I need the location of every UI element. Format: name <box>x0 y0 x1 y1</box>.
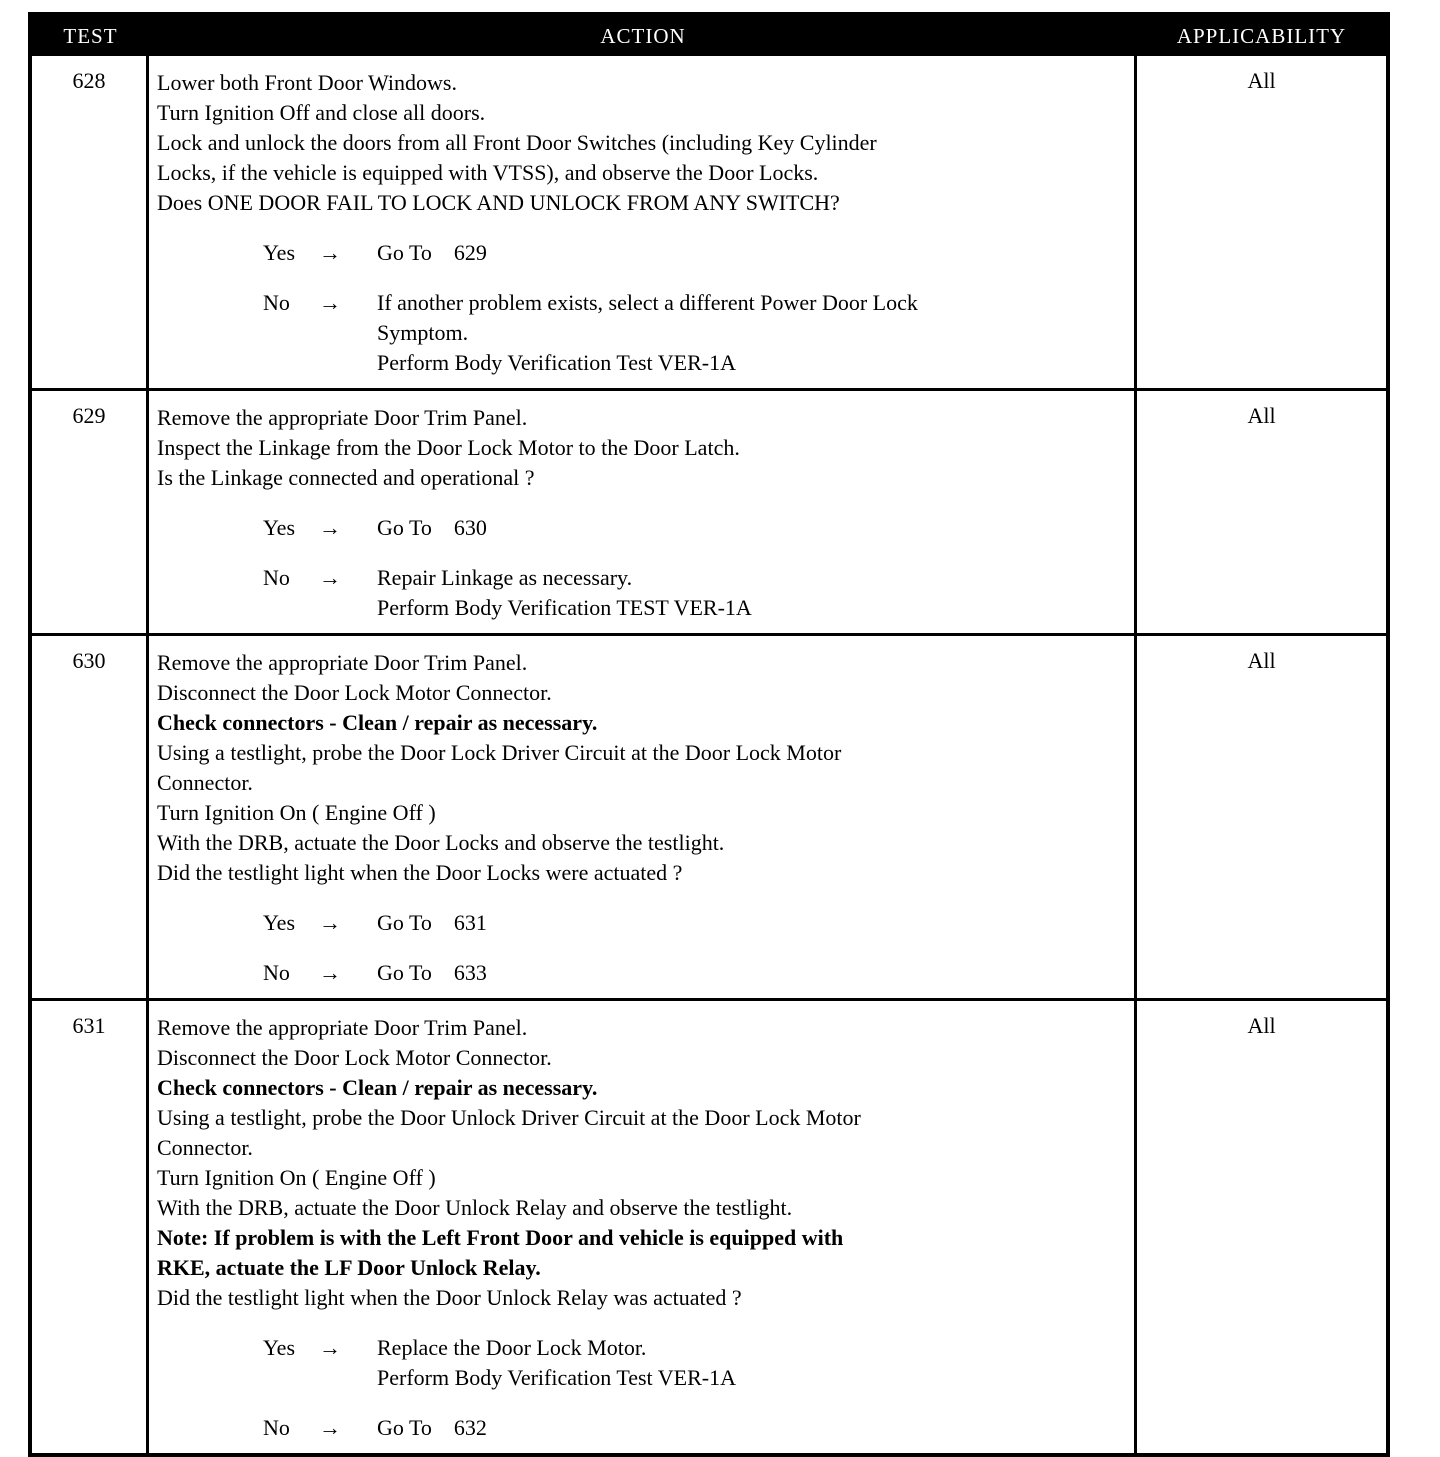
result-option <box>263 513 1126 543</box>
goto-text: Go To <box>377 910 432 935</box>
result-option <box>263 1333 1126 1393</box>
result-option <box>263 288 1126 378</box>
option-label: No <box>263 1415 290 1440</box>
action-line: Did the testlight light when the Door Locks were actuated ? <box>157 860 683 885</box>
option-line: Symptom. <box>377 320 469 345</box>
action-line: Turn Ignition On ( Engine Off ) <box>157 800 436 825</box>
arrow-right-icon: → <box>319 910 341 935</box>
action-note-bold: RKE, actuate the LF Door Unlock Relay. <box>157 1255 541 1280</box>
option-line: If another problem exists, select a different Power Door Lock <box>377 290 918 315</box>
result-option <box>263 958 1126 988</box>
goto-test-number: 629 <box>453 240 487 265</box>
goto-test-number: 632 <box>453 1415 487 1440</box>
option-label: Yes <box>263 910 296 935</box>
arrow-right-icon: → <box>319 240 341 265</box>
action-line: Using a testlight, probe the Door Unlock Driver Circuit at the Door Lock Motor <box>157 1105 861 1130</box>
header-test: TEST <box>63 23 118 48</box>
action-note-bold: Check connectors - Clean / repair as necessary. <box>157 710 598 735</box>
test-number: 629 <box>32 391 149 633</box>
action-line: Is the Linkage connected and operational ? <box>157 465 535 490</box>
arrow-right-icon: → <box>319 1415 341 1440</box>
action-line: Turn Ignition On ( Engine Off ) <box>157 1165 436 1190</box>
option-body <box>377 1413 1126 1443</box>
action-line: Remove the appropriate Door Trim Panel. <box>157 1015 528 1040</box>
option-body <box>377 1333 1126 1393</box>
goto-test-number: 630 <box>453 515 487 540</box>
option-label: Yes <box>263 515 296 540</box>
goto-text: Go To <box>377 515 432 540</box>
option-line: Replace the Door Lock Motor. <box>377 1335 647 1360</box>
applicability-value: All <box>1247 648 1276 673</box>
goto-test-number: 633 <box>453 960 487 985</box>
test-number: 631 <box>32 1001 149 1453</box>
goto-test-number: 631 <box>453 910 487 935</box>
option-body <box>377 563 1126 623</box>
action-note-bold: Check connectors - Clean / repair as necessary. <box>157 1075 598 1100</box>
option-body <box>377 288 1126 378</box>
option-body <box>377 908 1126 938</box>
action-line: Did the testlight light when the Door Unlock Relay was actuated ? <box>157 1285 742 1310</box>
option-label: No <box>263 960 290 985</box>
action-line: Turn Ignition Off and close all doors. <box>157 100 486 125</box>
option-line: Perform Body Verification Test VER-1A <box>377 1365 736 1390</box>
option-body <box>377 513 1126 543</box>
header-applicability: APPLICABILITY <box>1176 23 1347 48</box>
table-header <box>32 16 1386 56</box>
result-option <box>263 238 1126 268</box>
action-line: Disconnect the Door Lock Motor Connector. <box>157 1045 552 1070</box>
arrow-right-icon: → <box>319 565 341 590</box>
diagnostic-test-table <box>28 12 1390 1457</box>
applicability-value: All <box>1247 403 1276 428</box>
arrow-right-icon: → <box>319 290 341 315</box>
option-line: Perform Body Verification Test VER-1A <box>377 350 736 375</box>
action-line: Connector. <box>157 1135 253 1160</box>
action-cell <box>149 636 1137 998</box>
option-body <box>377 958 1126 988</box>
action-line: With the DRB, actuate the Door Unlock Relay and observe the testlight. <box>157 1195 793 1220</box>
arrow-right-icon: → <box>319 1335 341 1360</box>
action-line: Lock and unlock the doors from all Front Door Switches (including Key Cylinder <box>157 130 877 155</box>
test-number: 628 <box>32 56 149 388</box>
option-body <box>377 238 1126 268</box>
goto-text: Go To <box>377 960 432 985</box>
action-line: Disconnect the Door Lock Motor Connector. <box>157 680 552 705</box>
action-line: Locks, if the vehicle is equipped with VTSS), and observe the Door Locks. <box>157 160 819 185</box>
action-cell <box>149 391 1137 633</box>
option-line: Perform Body Verification TEST VER-1A <box>377 595 752 620</box>
goto-text: Go To <box>377 1415 432 1440</box>
result-option <box>263 908 1126 938</box>
action-line: Inspect the Linkage from the Door Lock Motor to the Door Latch. <box>157 435 740 460</box>
table-row <box>32 998 1386 1453</box>
applicability-value: All <box>1247 68 1276 93</box>
goto-text: Go To <box>377 240 432 265</box>
result-option <box>263 563 1126 623</box>
table-body <box>32 56 1386 1453</box>
arrow-right-icon: → <box>319 515 341 540</box>
action-line: Lower both Front Door Windows. <box>157 70 457 95</box>
action-line: Does ONE DOOR FAIL TO LOCK AND UNLOCK FROM ANY SWITCH? <box>157 190 840 215</box>
table-row <box>32 388 1386 633</box>
action-cell <box>149 1001 1137 1453</box>
action-line: With the DRB, actuate the Door Locks and observe the testlight. <box>157 830 725 855</box>
table-row <box>32 56 1386 388</box>
header-action: ACTION <box>600 23 686 48</box>
result-option <box>263 1413 1126 1443</box>
option-label: No <box>263 290 290 315</box>
action-note-bold: Note: If problem is with the Left Front Door and vehicle is equipped with <box>157 1225 844 1250</box>
applicability-value: All <box>1247 1013 1276 1038</box>
action-line: Remove the appropriate Door Trim Panel. <box>157 650 528 675</box>
action-line: Connector. <box>157 770 253 795</box>
action-line: Remove the appropriate Door Trim Panel. <box>157 405 528 430</box>
action-cell <box>149 56 1137 388</box>
table-row <box>32 633 1386 998</box>
action-line: Using a testlight, probe the Door Lock Driver Circuit at the Door Lock Motor <box>157 740 842 765</box>
option-label: Yes <box>263 1335 296 1360</box>
arrow-right-icon: → <box>319 960 341 985</box>
option-line: Repair Linkage as necessary. <box>377 565 633 590</box>
test-number: 630 <box>32 636 149 998</box>
option-label: No <box>263 565 290 590</box>
option-label: Yes <box>263 240 296 265</box>
